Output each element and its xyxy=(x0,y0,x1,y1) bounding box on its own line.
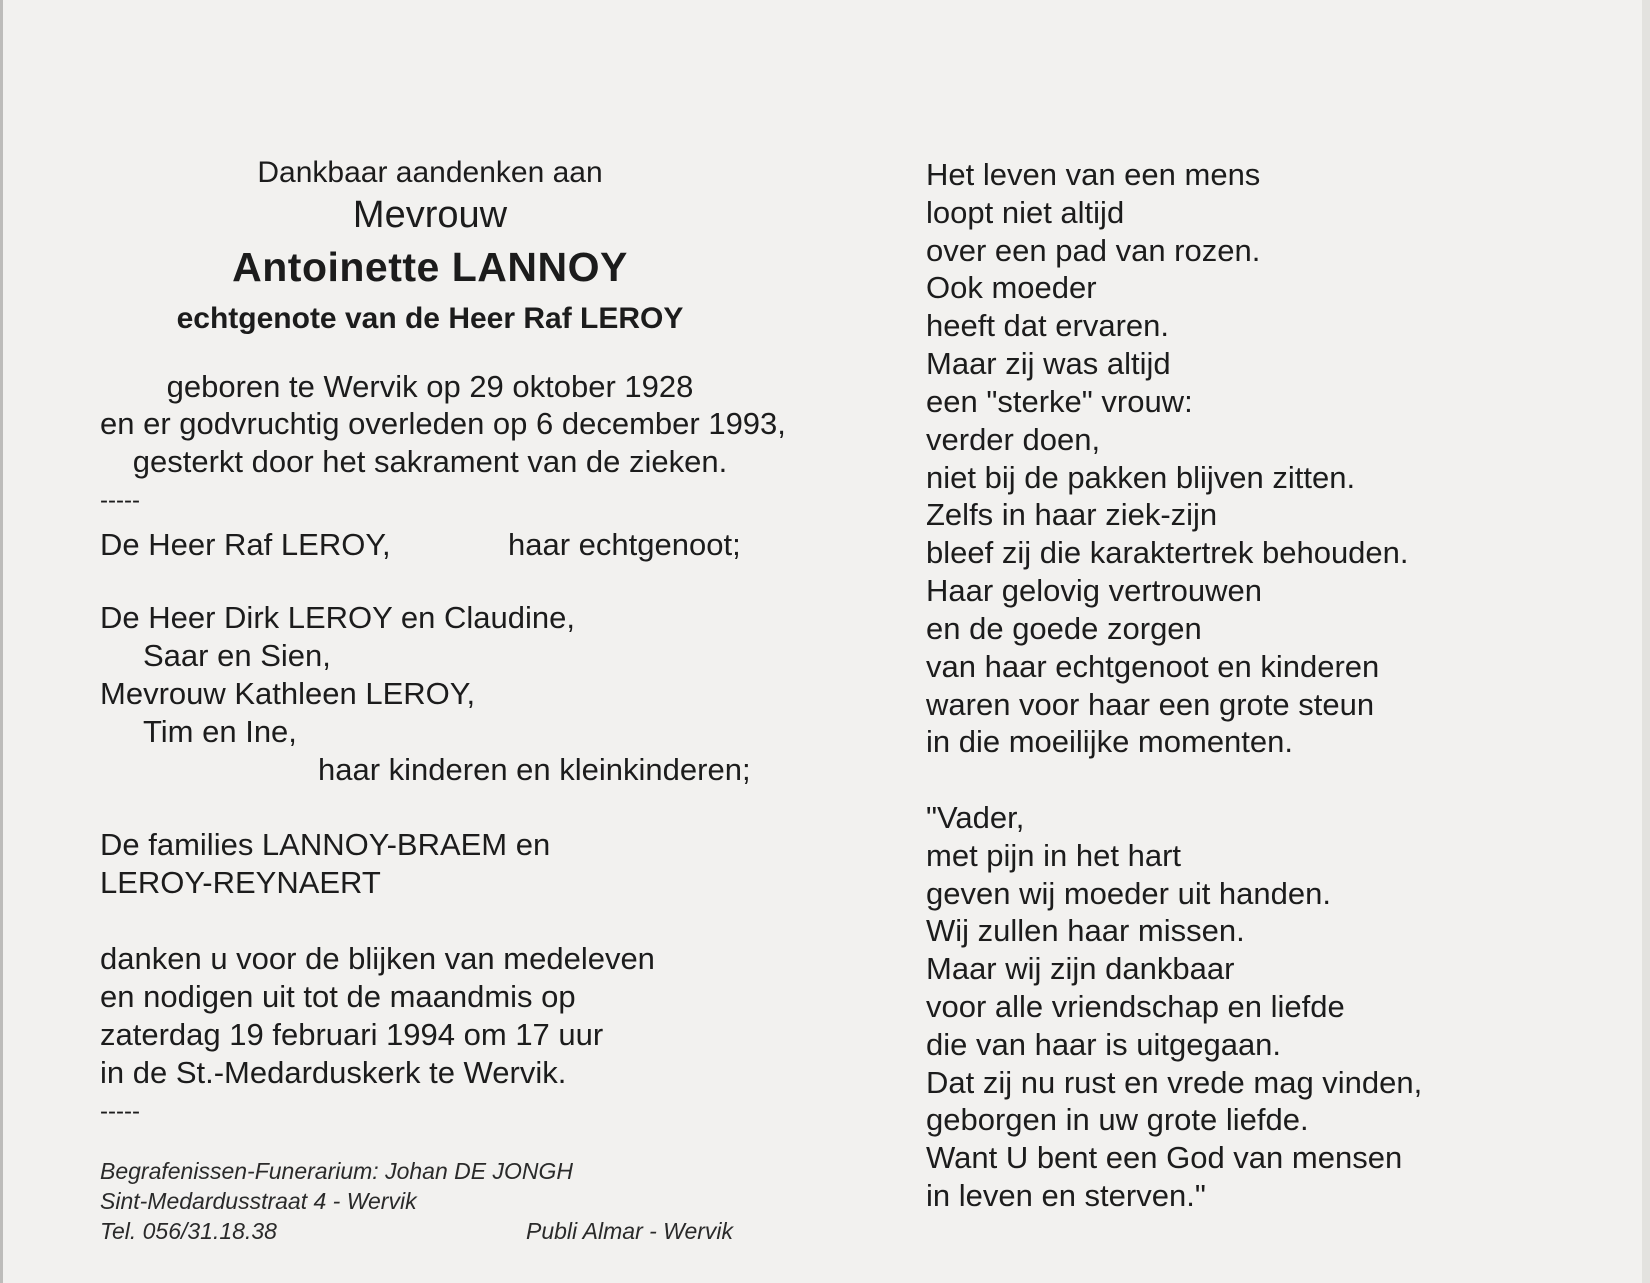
funeral-phone: Tel. 056/31.18.38 xyxy=(100,1218,277,1244)
poem-line: waren voor haar een grote steun xyxy=(926,687,1375,722)
poem-line: voor alle vriendschap en liefde xyxy=(926,989,1345,1024)
bio-line: en er godvruchtig overleden op 6 december 1993, xyxy=(100,406,786,441)
poem-line: een "sterke" vrouw: xyxy=(926,384,1193,419)
child-line: Mevrouw Kathleen LEROY, xyxy=(100,676,476,711)
husband-name: De Heer Raf LEROY, xyxy=(100,527,391,562)
families-line: De families LANNOY-BRAEM en xyxy=(100,827,551,862)
poem-line: heeft dat ervaren. xyxy=(926,308,1169,343)
poem-line: Maar zij was altijd xyxy=(926,346,1171,381)
bio-line: geboren te Wervik op 29 oktober 1928 xyxy=(166,369,694,404)
funeral-address: Sint-Medardusstraat 4 - Wervik xyxy=(100,1188,417,1214)
poem-line: in leven en sterven." xyxy=(926,1178,1206,1213)
poem-line: bleef zij die karaktertrek behouden. xyxy=(926,535,1409,570)
poem-line: "Vader, xyxy=(926,800,1025,835)
funeral-home: Begrafenissen-Funerarium: Johan DE JONGH xyxy=(100,1158,573,1184)
child-line: Saar en Sien, xyxy=(143,638,331,673)
poem-line: Ook moeder xyxy=(926,270,1097,305)
spouse-line: echtgenote van de Heer Raf LEROY xyxy=(176,302,684,335)
husband-relation: haar echtgenoot; xyxy=(508,527,741,562)
invitation-line: in de St.-Medarduskerk te Wervik. xyxy=(100,1055,567,1090)
poem-line: Dat zij nu rust en vrede mag vinden, xyxy=(926,1065,1423,1100)
divider: ----- xyxy=(100,1098,140,1125)
divider: ----- xyxy=(100,487,140,514)
poem-line: Wij zullen haar missen. xyxy=(926,913,1245,948)
poem-line: Maar wij zijn dankbaar xyxy=(926,951,1235,986)
dedication-text: Dankbaar aandenken aan xyxy=(257,156,603,189)
bio-line: gesterkt door het sakrament van de zieken. xyxy=(132,444,728,479)
child-line: De Heer Dirk LEROY en Claudine, xyxy=(100,600,575,635)
poem-line: van haar echtgenoot en kinderen xyxy=(926,649,1380,684)
poem-line: niet bij de pakken blijven zitten. xyxy=(926,460,1356,495)
printer-credit: Publi Almar - Wervik xyxy=(526,1218,734,1244)
families-line: LEROY-REYNAERT xyxy=(100,865,381,900)
poem-line: in die moeilijke momenten. xyxy=(926,724,1294,759)
poem-line: die van haar is uitgegaan. xyxy=(926,1027,1282,1062)
poem-line: Want U bent een God van mensen xyxy=(926,1140,1403,1175)
honorific-text: Mevrouw xyxy=(352,194,508,236)
poem-line: en de goede zorgen xyxy=(926,611,1202,646)
poem-line: Haar gelovig vertrouwen xyxy=(926,573,1263,608)
children-relation: haar kinderen en kleinkinderen; xyxy=(318,752,751,787)
poem-line: loopt niet altijd xyxy=(926,195,1125,230)
invitation-line: danken u voor de blijken van medeleven xyxy=(100,941,655,976)
poem-line: geven wij moeder uit handen. xyxy=(926,876,1331,911)
poem-line: met pijn in het hart xyxy=(926,838,1182,873)
poem-line: Zelfs in haar ziek-zijn xyxy=(926,497,1218,532)
poem-line: geborgen in uw grote liefde. xyxy=(926,1102,1309,1137)
invitation-line: en nodigen uit tot de maandmis op xyxy=(100,979,576,1014)
poem-line: Het leven van een mens xyxy=(926,157,1261,192)
invitation-line: zaterdag 19 februari 1994 om 17 uur xyxy=(100,1017,604,1052)
poem-line: verder doen, xyxy=(926,422,1101,457)
card-right-edge xyxy=(1642,0,1650,1283)
poem-line: over een pad van rozen. xyxy=(926,233,1261,268)
child-line: Tim en Ine, xyxy=(143,714,297,749)
deceased-name: Antoinette LANNOY xyxy=(232,244,628,290)
card-left-edge xyxy=(0,0,3,1283)
